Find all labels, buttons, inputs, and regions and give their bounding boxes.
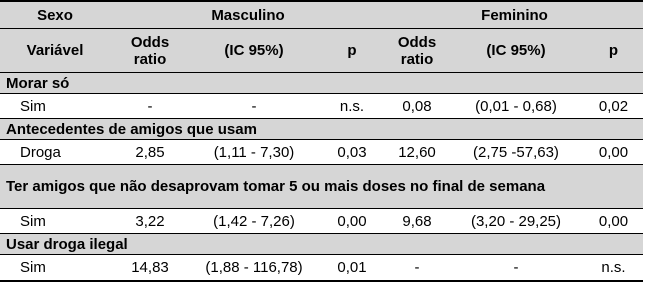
cell-p-fem: n.s. (601, 259, 626, 276)
cell-ic-fem: - (513, 259, 519, 276)
header-masculino: Masculino (211, 6, 285, 24)
cell-ic-fem: (0,01 - 0,68) (475, 97, 557, 115)
cell-odds-fem: 9,68 (402, 212, 432, 230)
cell-p-masc: n.s. (339, 97, 365, 115)
table-row (0, 255, 643, 280)
cell-odds-masc: - (147, 97, 153, 115)
table-row (0, 94, 643, 119)
section-title: Morar só (0, 73, 643, 94)
header-row (0, 2, 643, 29)
cell-ic-masc: (1,11 - 7,30) (213, 143, 295, 161)
row-label: Sim (20, 259, 46, 276)
section-title: Usar droga ilegal (0, 234, 643, 255)
subheader-p-masc: p (347, 42, 357, 59)
cell-p-fem: 0,02 (598, 97, 629, 115)
row-label: Sim (20, 97, 46, 115)
subheader-variavel: Variável (26, 42, 84, 59)
section-title: Antecedentes de amigos que usam (0, 119, 643, 140)
subheader-p-fem: p (608, 42, 619, 59)
cell-odds-fem: - (414, 259, 420, 276)
row-label: Sim (20, 212, 46, 230)
cell-p-fem: 0,00 (598, 143, 629, 161)
cell-ic-fem: (3,20 - 29,25) (470, 212, 562, 230)
cell-odds-masc: 2,85 (135, 143, 165, 161)
table-row (0, 140, 643, 165)
cell-odds-fem: 12,60 (398, 143, 436, 161)
subheader-odds-fem: Odds ratio (397, 33, 437, 68)
cell-odds-masc: 3,22 (135, 212, 165, 230)
header-feminino: Feminino (481, 6, 548, 24)
subheader-ic-masc: (IC 95%) (224, 42, 284, 59)
subheader-row (0, 29, 643, 73)
cell-ic-fem: (2,75 -57,63) (473, 143, 559, 161)
cell-ic-masc: (1,42 - 7,26) (213, 212, 295, 230)
cell-p-masc: 0,03 (337, 143, 367, 161)
cell-p-masc: 0,01 (337, 259, 367, 276)
header-sexo: Sexo (37, 6, 73, 24)
cell-p-masc: 0,00 (337, 212, 367, 230)
cell-ic-masc: - (251, 97, 257, 115)
subheader-odds-masc: Odds ratio (130, 33, 170, 68)
table-row (0, 209, 643, 234)
cell-ic-masc: (1,88 - 116,78) (205, 259, 303, 276)
section-title: Ter amigos que não desaprovam tomar 5 ou mais doses no final de semana (0, 165, 643, 209)
subheader-ic-fem: (IC 95%) (486, 42, 546, 59)
cell-odds-fem: 0,08 (402, 97, 432, 115)
cell-p-fem: 0,00 (598, 212, 629, 230)
cell-odds-masc: 14,83 (131, 259, 169, 276)
row-label: Droga (20, 143, 61, 161)
